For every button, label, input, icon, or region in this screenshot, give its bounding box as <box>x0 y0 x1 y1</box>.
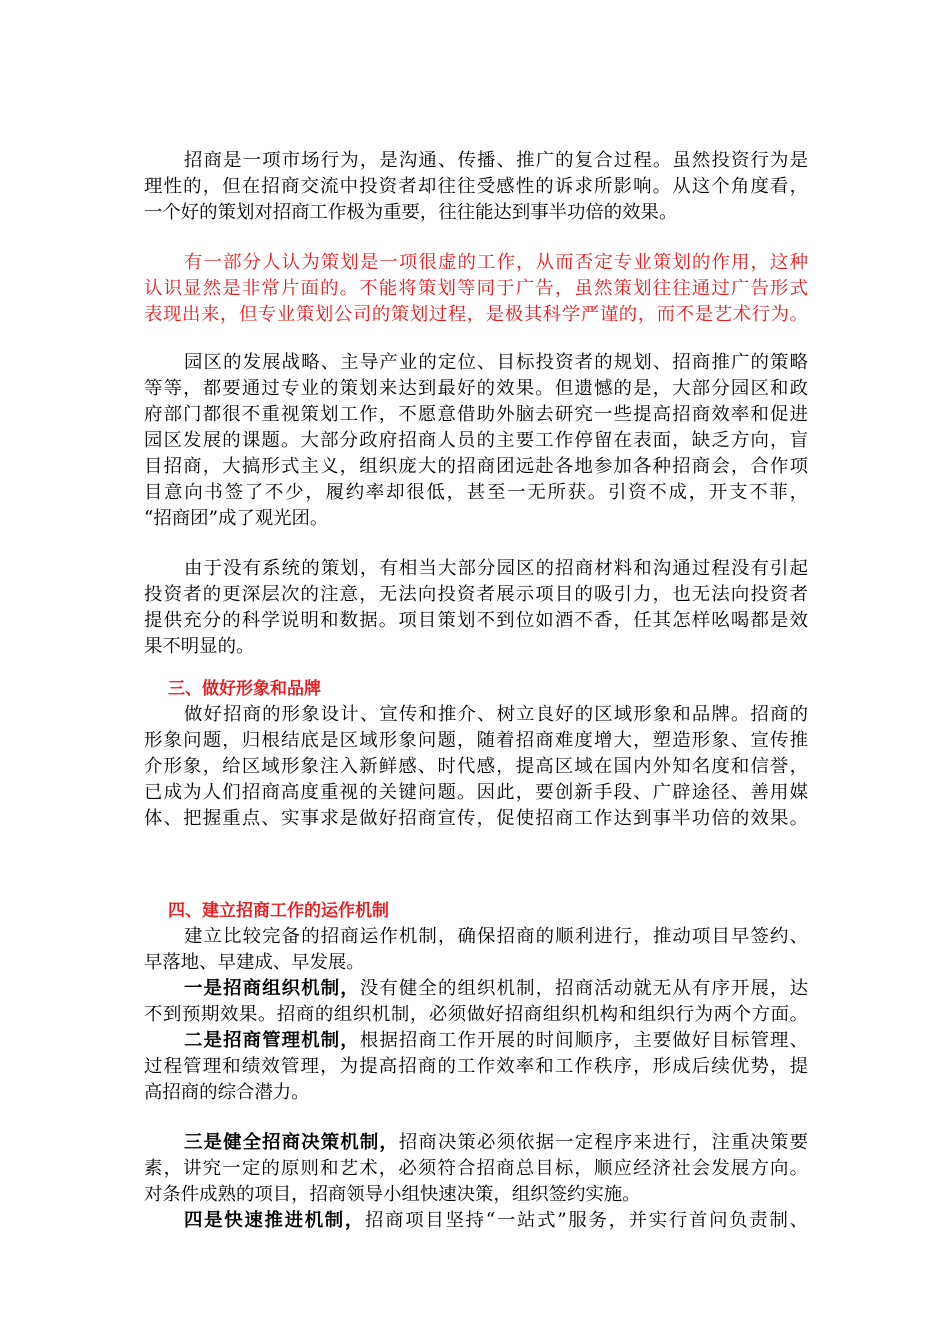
paragraph-1-line-3: 一个好的策划对招商工作极为重要，往往能达到事半功倍的效果。 <box>144 202 678 223</box>
paragraph-6-line-2: 早落地、早建成、早发展。 <box>144 952 365 973</box>
paragraph-6-line-1: 建立比较完备的招商运作机制，确保招商的顺利进行，推动项目早签约、 <box>184 926 808 947</box>
paragraph-1-line-1: 招商是一项市场行为，是沟通、传播、推广的复合过程。虽然投资行为是 <box>184 150 808 171</box>
paragraph-5-line-4: 已成为人们招商高度重视的关键问题。因此，要创新手段、广辟途径、善用媒 <box>144 782 808 803</box>
paragraph-4-line-4: 果不明显的。 <box>144 636 255 657</box>
paragraph-8-line-3: 高招商的综合潜力。 <box>144 1082 310 1103</box>
paragraph-3-line-6: 目意向书签了不少，履约率却很低，甚至一无所获。引资不成，开支不菲， <box>144 482 808 503</box>
paragraph-2-line-3: 表现出来，但专业策划公司的策划过程，是极其科学严谨的，而不是艺术行为。 <box>144 304 808 325</box>
paragraph-9-line-1 <box>184 1130 808 1156</box>
mechanism-3-text: 招商决策必须依据一定程序来进行，注重决策要 <box>398 1132 808 1153</box>
paragraph-5-line-2: 形象问题，归根结底是区域形象问题，随着招商难度增大，塑造形象、宣传推 <box>144 730 808 751</box>
paragraph-8-line-1 <box>184 1028 808 1054</box>
paragraph-3-line-1: 园区的发展战略、主导产业的定位、目标投资者的规划、招商推广的策略 <box>184 352 808 373</box>
paragraph-5-line-5: 体、把握重点、实事求是做好招商宣传，促使招商工作达到事半功倍的效果。 <box>144 808 808 829</box>
paragraph-3-line-7: “招商团”成了观光团。 <box>144 508 329 529</box>
paragraph-3-line-4: 园区发展的课题。大部分政府招商人员的主要工作停留在表面，缺乏方向，盲 <box>144 430 808 451</box>
paragraph-4-line-2: 投资者的更深层次的注意，无法向投资者展示项目的吸引力，也无法向投资者 <box>144 584 808 605</box>
mechanism-3-lead: 三是健全招商决策机制， <box>184 1132 399 1153</box>
section-heading-4: 四、建立招商工作的运作机制 <box>168 901 389 921</box>
mechanism-2-text: 根据招商工作开展的时间顺序，主要做好目标管理、 <box>359 1030 808 1051</box>
section-heading-3: 三、做好形象和品牌 <box>168 679 321 699</box>
mechanism-1-text: 没有健全的组织机制，招商活动就无从有序开展，达 <box>359 978 808 999</box>
paragraph-9-line-2: 素，讲究一定的原则和艺术，必须符合招商总目标，顺应经济社会发展方向。 <box>144 1158 808 1179</box>
paragraph-5-line-1: 做好招商的形象设计、宣传和推介、树立良好的区域形象和品牌。招商的 <box>184 704 808 725</box>
paragraph-1-line-2: 理性的，但在招商交流中投资者却往往受感性的诉求所影响。从这个角度看， <box>144 176 808 197</box>
paragraph-3-line-5: 目招商，大搞形式主义，组织庞大的招商团远赴各地参加各种招商会，合作项 <box>144 456 808 477</box>
paragraph-2-line-2: 认识显然是非常片面的。不能将策划等同于广告，虽然策划往往通过广告形式 <box>144 278 808 299</box>
mechanism-2-lead: 二是招商管理机制， <box>184 1030 360 1051</box>
paragraph-5-line-3: 介形象，给区域形象注入新鲜感、时代感，提高区域在国内外知名度和信誉， <box>144 756 808 777</box>
paragraph-7-line-2: 不到预期效果。招商的组织机制，必须做好招商组织机构和组织行为两个方面。 <box>144 1004 808 1025</box>
mechanism-4-text: 招商项目坚持“一站式”服务，并实行首问负责制、 <box>365 1210 808 1231</box>
paragraph-2-line-1: 有一部分人认为策划是一项很虚的工作，从而否定专业策划的作用，这种 <box>184 252 808 273</box>
mechanism-4-lead: 四是快速推进机制， <box>184 1210 366 1231</box>
paragraph-3-line-3: 府部门都很不重视策划工作，不愿意借助外脑去研究一些提高招商效率和促进 <box>144 404 808 425</box>
paragraph-3-line-2: 等等，都要通过专业的策划来达到最好的效果。但遗憾的是，大部分园区和政 <box>144 378 808 399</box>
paragraph-4-line-3: 提供充分的科学说明和数据。项目策划不到位如酒不香，任其怎样吆喝都是效 <box>144 610 808 631</box>
paragraph-8-line-2: 过程管理和绩效管理，为提高招商的工作效率和工作秩序，形成后续优势，提 <box>144 1056 808 1077</box>
paragraph-4-line-1: 由于没有系统的策划，有相当大部分园区的招商材料和沟通过程没有引起 <box>184 558 808 579</box>
paragraph-7-line-1 <box>184 976 808 1002</box>
paragraph-9-line-3: 对条件成熟的项目，招商领导小组快速决策，组织签约实施。 <box>144 1184 641 1205</box>
mechanism-1-lead: 一是招商组织机制， <box>184 978 360 999</box>
paragraph-10-line-1 <box>184 1208 808 1234</box>
